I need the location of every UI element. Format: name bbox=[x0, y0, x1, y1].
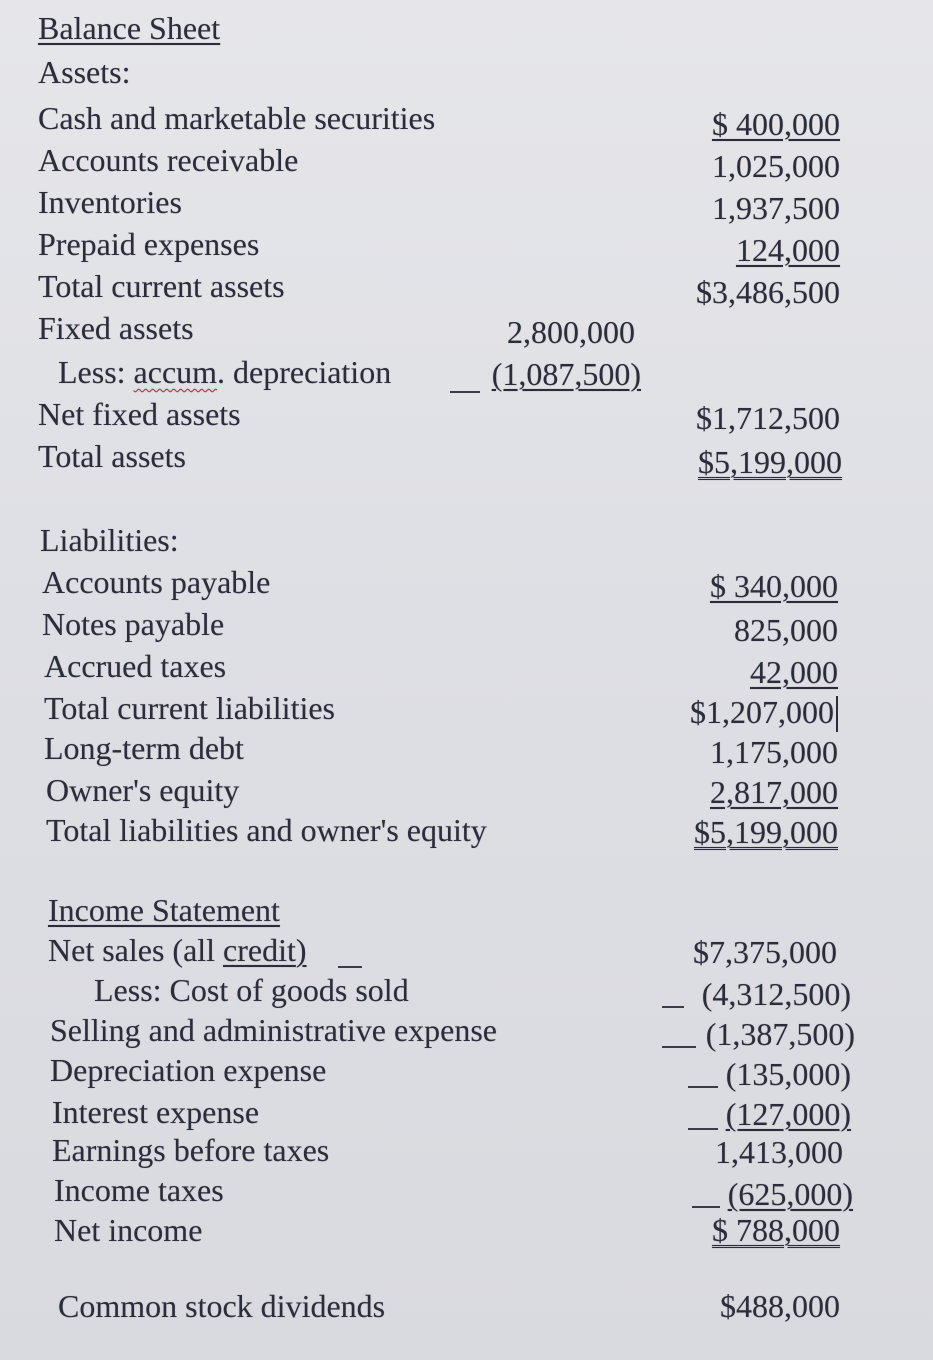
prepaid-expenses-label: Prepaid expenses bbox=[38, 226, 260, 262]
sga-label: Selling and administrative expense bbox=[50, 1012, 497, 1048]
accounts-receivable-value: 1,025,000 bbox=[712, 148, 840, 184]
accrued-taxes-label: Accrued taxes bbox=[44, 648, 227, 684]
net-income-label: Net income bbox=[54, 1212, 203, 1248]
accounts-receivable-label: Accounts receivable bbox=[38, 142, 299, 178]
text-cursor bbox=[836, 696, 838, 732]
interest-expense-label: Interest expense bbox=[52, 1094, 260, 1130]
net-sales-leader-rule bbox=[338, 966, 362, 968]
income-taxes-label: Income taxes bbox=[54, 1172, 224, 1208]
fixed-assets-label: Fixed assets bbox=[38, 310, 194, 346]
owners-equity-value: 2,817,000 bbox=[710, 774, 838, 810]
net-income-value: $ 788,000 bbox=[712, 1212, 840, 1248]
assets-heading: Assets: bbox=[38, 54, 131, 90]
earnings-before-taxes-label: Earnings before taxes bbox=[52, 1132, 330, 1168]
net-sales-prefix: Net sales (all bbox=[48, 932, 224, 968]
cogs-label: Less: Cost of goods sold bbox=[94, 972, 409, 1008]
income-taxes-value: (625,000) bbox=[727, 1176, 853, 1212]
long-term-debt-label: Long-term debt bbox=[44, 730, 244, 766]
total-liabilities-equity-value: $5,199,000 bbox=[694, 814, 838, 850]
cogs-leader-rule bbox=[662, 1006, 684, 1008]
total-current-assets-label: Total current assets bbox=[38, 268, 285, 304]
total-liabilities-equity-label: Total liabilities and owner's equity bbox=[46, 812, 487, 848]
total-assets-label: Total assets bbox=[38, 438, 186, 474]
earnings-before-taxes-value: 1,413,000 bbox=[715, 1134, 843, 1170]
accumulated-depreciation-label bbox=[58, 354, 391, 390]
common-stock-dividends-value: $488,000 bbox=[720, 1288, 840, 1324]
accounts-payable-value: $ 340,000 bbox=[710, 568, 838, 604]
cash-value: $ 400,000 bbox=[712, 106, 840, 142]
cash-label: Cash and marketable securities bbox=[38, 100, 436, 136]
fixed-assets-value: 2,800,000 bbox=[507, 314, 635, 350]
sga-value: (1,387,500) bbox=[705, 1016, 855, 1052]
interest-leader-rule bbox=[688, 1128, 718, 1130]
total-assets-value: $5,199,000 bbox=[698, 444, 842, 480]
inventories-label: Inventories bbox=[38, 184, 182, 220]
prepaid-expenses-value: 124,000 bbox=[736, 232, 840, 268]
cogs-value: (4,312,500) bbox=[701, 976, 851, 1012]
net-fixed-assets-value: $1,712,500 bbox=[696, 400, 840, 436]
notes-payable-label: Notes payable bbox=[42, 606, 225, 642]
income-statement-title: Income Statement bbox=[48, 892, 280, 928]
net-sales-label bbox=[48, 932, 307, 968]
net-sales-credit: credit bbox=[223, 932, 296, 968]
accounts-payable-label: Accounts payable bbox=[42, 564, 271, 600]
total-current-assets-value: $3,486,500 bbox=[696, 274, 840, 310]
income-taxes-leader-rule bbox=[692, 1206, 720, 1208]
accrued-taxes-value: 42,000 bbox=[750, 654, 838, 690]
depreciation-expense-label: Depreciation expense bbox=[50, 1052, 327, 1088]
less-prefix: Less: bbox=[58, 354, 134, 390]
inventories-value: 1,937,500 bbox=[712, 190, 840, 226]
owners-equity-label: Owner's equity bbox=[46, 772, 240, 808]
net-sales-suffix: ) bbox=[295, 932, 307, 968]
depreciation-expense-value: (135,000) bbox=[725, 1056, 851, 1092]
net-fixed-assets-label: Net fixed assets bbox=[38, 396, 241, 432]
net-sales-value: $7,375,000 bbox=[693, 934, 837, 970]
accum-word: accum bbox=[133, 354, 218, 390]
total-current-liabilities-value: $1,207,000 bbox=[690, 694, 834, 730]
sga-leader-rule bbox=[662, 1046, 696, 1048]
balance-sheet-title: Balance Sheet bbox=[38, 10, 221, 46]
accumulated-depreciation-value: (1,087,500) bbox=[491, 356, 641, 392]
less-suffix: . depreciation bbox=[217, 354, 392, 390]
long-term-debt-value: 1,175,000 bbox=[710, 734, 838, 770]
total-current-liabilities-label: Total current liabilities bbox=[44, 690, 335, 726]
interest-expense-value: (127,000) bbox=[725, 1096, 851, 1132]
depreciation-leader-rule bbox=[688, 1086, 718, 1088]
accum-leader-rule bbox=[450, 391, 480, 393]
common-stock-dividends-label: Common stock dividends bbox=[58, 1288, 386, 1324]
liabilities-heading: Liabilities: bbox=[40, 522, 179, 558]
notes-payable-value: 825,000 bbox=[734, 612, 838, 648]
